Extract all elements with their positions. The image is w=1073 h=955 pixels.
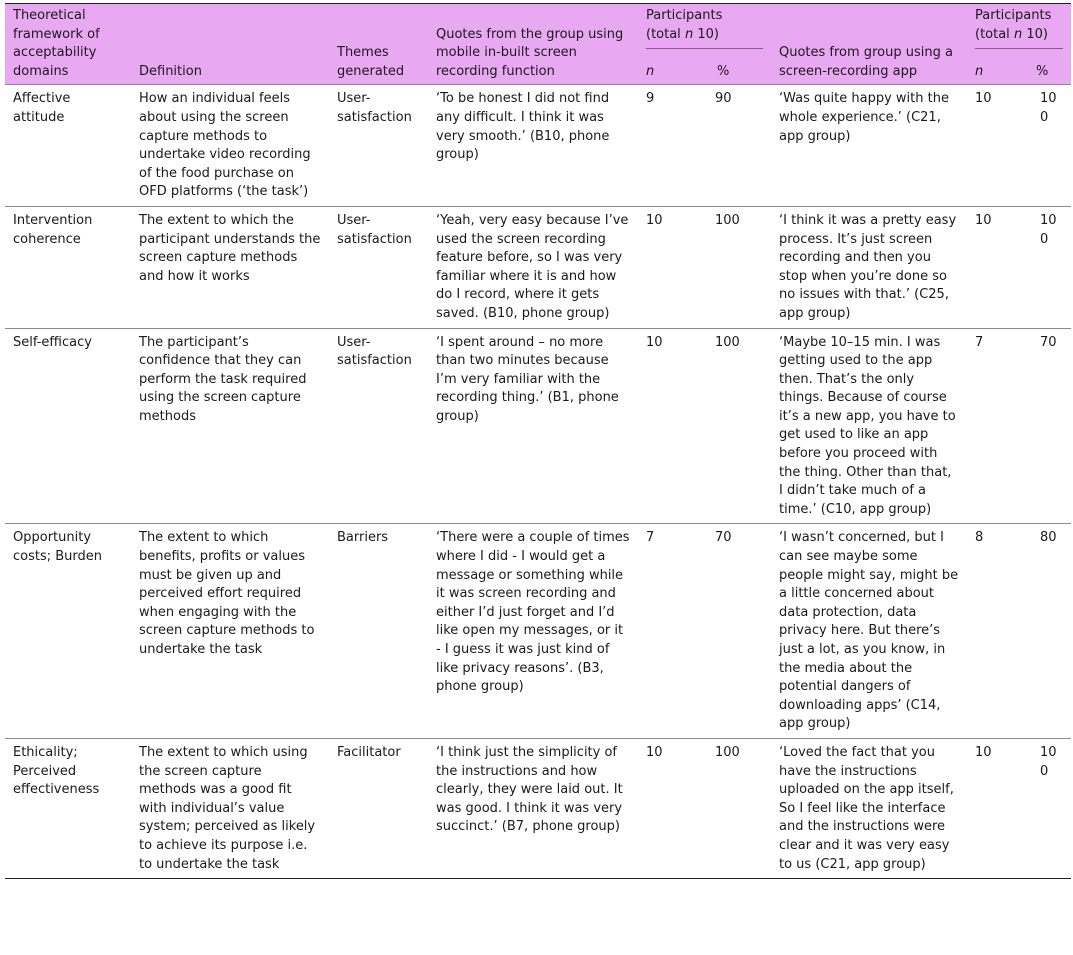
cell-quote-phone: ‘There were a couple of times where I did - I would get a message or something while it was screen recording and either I’d just forget and I’d like open my messages, or it - I guess it was just kind of like privacy reasons’. (B3, phone group) bbox=[436, 530, 630, 695]
cell-n-phone: 10 bbox=[646, 212, 663, 228]
header-pct-app: % bbox=[1036, 63, 1049, 79]
cell-n-phone: 9 bbox=[646, 91, 655, 107]
table-row bbox=[5, 738, 1071, 878]
cell-pct-app: 70 bbox=[1040, 334, 1057, 350]
participants-phone-total-value: 10) bbox=[693, 26, 719, 42]
cell-pct-phone: 100 bbox=[715, 212, 740, 228]
table-row bbox=[5, 85, 1071, 207]
table-row bbox=[5, 524, 1071, 739]
header-framework: Theoretical framework of acceptability domains bbox=[13, 8, 100, 79]
cell-quote-app: ‘Loved the fact that you have the instructions uploaded on the app itself, So I feel like the interface and the instructions were clear and it was very easy to us (C21, app group) bbox=[779, 744, 954, 872]
cell-pct-phone: 100 bbox=[715, 334, 740, 350]
cell-definition: How an individual feels about using the screen capture methods to undertake video recording of the food purchase on OFD platforms (‘the task’) bbox=[139, 91, 311, 200]
cell-n-phone: 10 bbox=[646, 334, 663, 350]
cell-domain: Self-efficacy bbox=[13, 334, 92, 350]
cell-theme: Facilitator bbox=[337, 744, 401, 760]
header-participants-app bbox=[967, 4, 1071, 59]
cell-definition: The extent to which the participant understands the screen capture methods and how it works bbox=[139, 212, 321, 284]
cell-pct-phone: 90 bbox=[715, 91, 732, 107]
cell-domain: Opportunity costs; Burden bbox=[13, 530, 103, 565]
cell-n-phone: 10 bbox=[646, 744, 663, 760]
participants-phone-label: Participants bbox=[646, 8, 723, 23]
cell-definition: The extent to which benefits, profits or values must be given up and perceived effort required when engaging with the screen capture methods to undertake the task bbox=[139, 530, 315, 657]
cell-quote-phone: ‘I think just the simplicity of the instructions and how clearly, they were laid out. It was good. I think it was very succinct.’ (B7, phone group) bbox=[436, 744, 623, 835]
cell-quote-app: ‘I think it was a pretty easy process. It’s just screen recording and then you stop when you’re done so no issues with that.’ (C25, app group) bbox=[779, 212, 957, 321]
cell-quote-phone: ‘To be honest I did not find any difficult. I think it was very smooth.’ (B10, phone group) bbox=[436, 91, 610, 163]
header-definition: Definition bbox=[139, 63, 202, 79]
cell-pct-phone: 100 bbox=[715, 744, 740, 760]
cell-domain: Ethicality; Perceived effectiveness bbox=[13, 744, 100, 798]
cell-theme: User-satisfaction bbox=[337, 334, 412, 369]
table-row bbox=[5, 206, 1071, 328]
participants-app-total-n: n bbox=[1013, 26, 1023, 42]
cell-pct-app: 100 bbox=[1040, 744, 1057, 779]
cell-pct-app: 80 bbox=[1040, 530, 1057, 546]
cell-domain: Intervention coherence bbox=[13, 212, 93, 247]
header-quotes-app: Quotes from group using a screen-recording app bbox=[779, 45, 953, 79]
cell-n-app: 10 bbox=[975, 91, 992, 107]
participants-app-total-value: 10) bbox=[1022, 26, 1048, 42]
participants-app-total-prefix: (total bbox=[975, 26, 1014, 42]
cell-n-app: 10 bbox=[975, 744, 992, 760]
header-themes: Themes generated bbox=[337, 45, 405, 79]
cell-pct-app: 100 bbox=[1040, 91, 1057, 125]
header-n-phone: n bbox=[646, 63, 655, 79]
header-quotes-phone: Quotes from the group using mobile in-built screen recording function bbox=[436, 26, 624, 79]
cell-definition: The participant’s confidence that they can perform the task required using the screen capture methods bbox=[139, 334, 307, 424]
cell-pct-app: 100 bbox=[1040, 212, 1057, 247]
cell-quote-app: ‘I wasn’t concerned, but I can see maybe some people might say, might be a little concerned about data protection, data privacy here. But there’s just a lot, as you know, in the media about the potential dangers of downloading apps’ (C14, app group) bbox=[779, 530, 959, 732]
cell-pct-phone: 70 bbox=[715, 530, 732, 546]
table-row bbox=[5, 328, 1071, 524]
cell-quote-phone: ‘I spent around – no more than two minutes because I’m very familiar with the recording thing.’ (B1, phone group) bbox=[436, 334, 619, 424]
cell-theme: User-satisfaction bbox=[337, 212, 412, 247]
participants-app-label: Participants bbox=[975, 8, 1052, 23]
participants-phone-total-prefix: (total bbox=[646, 26, 685, 42]
cell-theme: Barriers bbox=[337, 530, 389, 546]
cell-quote-app: ‘Was quite happy with the whole experience.’ (C21, app group) bbox=[779, 91, 949, 144]
cell-n-phone: 7 bbox=[646, 530, 655, 546]
cell-domain: Affective attitude bbox=[13, 91, 71, 125]
cell-theme: User-satisfaction bbox=[337, 91, 412, 125]
cell-n-app: 8 bbox=[975, 530, 984, 546]
cell-quote-app: ‘Maybe 10–15 min. I was getting used to the app then. That’s the only things. Because of course it’s a new app, you have to get used to like an app before you proceed with the thing. Other than that, I didn’t take much of a time.’ (C10, app group) bbox=[779, 334, 956, 517]
cell-n-app: 10 bbox=[975, 212, 992, 228]
header-n-app: n bbox=[975, 63, 984, 79]
acceptability-table bbox=[5, 3, 1071, 879]
cell-quote-phone: ‘Yeah, very easy because I’ve used the screen recording feature before, so I was very familiar where it is and how do I record, where it gets saved. (B10, phone group) bbox=[436, 212, 629, 321]
header-participants-phone bbox=[638, 4, 771, 59]
cell-n-app: 7 bbox=[975, 334, 984, 350]
table-header bbox=[5, 4, 1071, 85]
cell-definition: The extent to which using the screen capture methods was a good fit with individual’s value system; perceived as likely to achieve its purpose i.e. to undertake the task bbox=[139, 744, 316, 872]
header-pct-phone: % bbox=[717, 63, 730, 79]
participants-phone-total-n: n bbox=[684, 26, 694, 42]
